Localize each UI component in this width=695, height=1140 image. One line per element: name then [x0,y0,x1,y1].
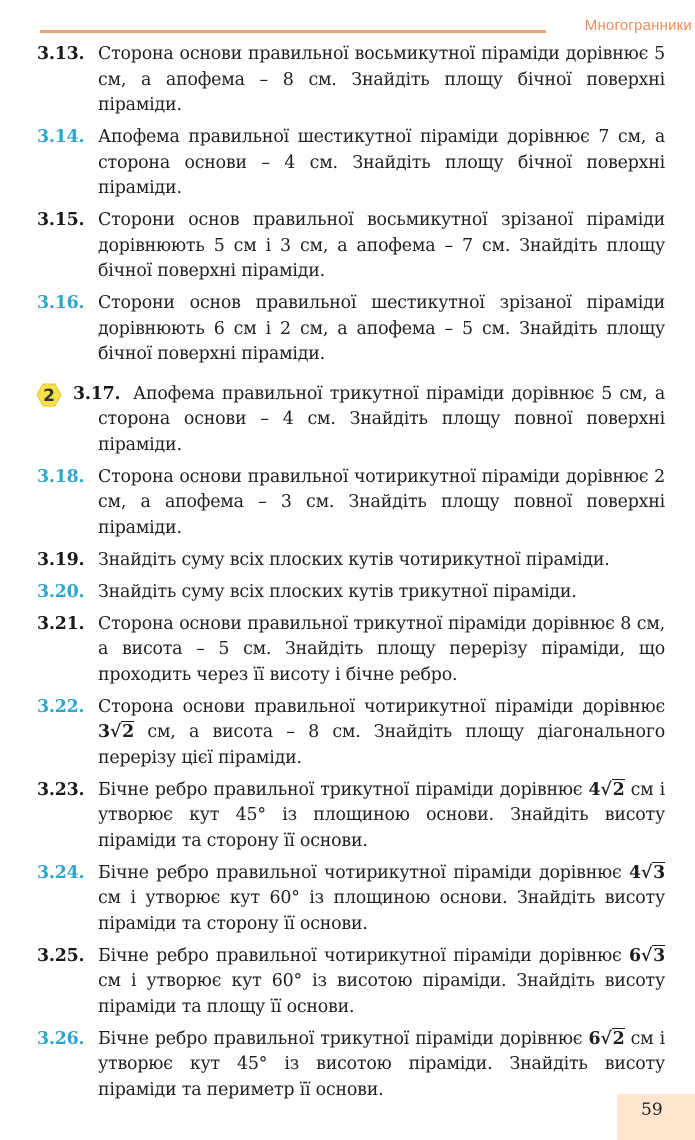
problem-text: Сторона основи правильної трикутної піраміди дорівнює 8 см, а висота – 5 см. Знайдіть площу перерізу піраміди, що проходить через її висоту і бічне ребро. [98,613,665,685]
problem-3-24 [0,861,695,938]
radicand: 2 [612,779,625,800]
problem-text: Сторони основ правильної шестикутної зрізаної піраміди дорівнюють 6 см і 2 см, а апофема – 5 см. Знайдіть площу бічної поверхні піраміди. [98,293,665,364]
problem-number: 3.17. [73,383,121,404]
coefficient: 3 [98,722,110,742]
problem-number: 3.13. [37,44,85,64]
page-number: 59 [641,1100,663,1120]
math-expression: 6√3 [628,945,665,966]
math-expression: 4√3 [628,862,665,883]
coefficient: 4 [628,862,641,883]
problem-number: 3.20. [37,581,85,602]
problem-number: 3.18. [37,466,85,487]
problem-3-26 [0,1027,695,1104]
difficulty-level-badge-icon [36,383,62,407]
problem-3-17 [0,382,695,459]
problem-number: 3.21. [37,613,85,634]
problem-number: 3.15. [37,210,85,230]
problem-3-15 [0,208,695,285]
radicand: 3 [653,862,665,883]
problem-3-14 [0,125,695,202]
problem-text-before: Сторона основи правильної чотирикутної піраміди дорівнює [98,696,665,717]
coefficient: 6 [588,1028,601,1049]
problem-3-22 [0,695,695,772]
problem-3-16 [0,291,695,368]
problem-text-after: см і утворює кут 60° із площиною основи. Знайдіть висоту піраміди та сторону її основи. [98,888,665,934]
problem-number: 3.19. [37,549,85,570]
problem-text-before: Бічне ребро правильної трикутної піраміди дорівнює [98,1028,589,1049]
problem-number: 3.16. [37,293,85,313]
problem-text-after: см, а висота – 8 см. Знайдіть площу діагонального перерізу цієї піраміди. [98,722,665,768]
problem-text-before: Бічне ребро правильної чотирикутної піраміди дорівнює [98,862,629,883]
problem-list [0,42,695,1110]
problem-text: Знайдіть суму всіх плоских кутів чотирикутної піраміди. [98,549,610,570]
math-expression: 6√2 [588,1028,625,1049]
badge-level-text: 2 [43,385,55,406]
problem-number: 3.25. [37,945,85,966]
problem-3-19 [0,548,695,574]
problem-text: Апофема правильної трикутної піраміди дорівнює 5 см, а сторона основи – 4 см. Знайдіть площу повної поверхні піраміди. [98,383,665,455]
running-header: Многогранники [584,17,692,34]
problem-number: 3.22. [37,696,85,717]
problem-3-21 [0,612,695,689]
radicand: 2 [612,1028,625,1049]
math-expression: 3√2 [98,722,135,742]
problem-text-after: см і утворює кут 45° із висотою піраміди. Знайдіть висоту піраміди та периметр її основи. [98,1028,665,1100]
problem-text: Апофема правильної шестикутної піраміди дорівнює 7 см, а сторона основи – 4 см. Знайдіть площу бічної поверхні піраміди. [98,127,665,198]
problem-3-20 [0,580,695,606]
problem-text: Знайдіть суму всіх плоских кутів трикутної піраміди. [98,581,577,602]
problem-3-13 [0,42,695,119]
radicand: 3 [653,945,665,966]
problem-text-after: см і утворює кут 60° із висотою піраміди. Знайдіть висоту піраміди та площу її основи. [98,971,665,1017]
problem-text-before: Бічне ребро правильної чотирикутної піраміди дорівнює [98,945,629,966]
problem-3-25 [0,944,695,1021]
problem-number: 3.14. [37,127,85,147]
problem-text: Сторона основи правильної восьмикутної піраміди дорівнює 5 см, а апофема – 8 см. Знайдіть площу бічної поверхні піраміди. [98,44,665,115]
problem-text-after: см і утворює кут 45° із площиною основи. Знайдіть висоту піраміди та сторону її основи. [98,779,665,851]
problem-number: 3.24. [37,862,85,883]
problem-3-23 [0,778,695,855]
problem-number: 3.23. [37,779,85,800]
problem-number: 3.26. [37,1028,85,1049]
coefficient: 6 [628,945,641,966]
coefficient: 4 [588,779,601,800]
radicand: 2 [122,722,135,742]
problem-text-before: Бічне ребро правильної трикутної піраміди дорівнює [98,779,589,800]
header-rule [40,30,546,33]
math-expression: 4√2 [588,779,625,800]
problem-3-18 [0,465,695,542]
problem-text: Сторони основ правильної восьмикутної зрізаної піраміди дорівнюють 5 см і 3 см, а апофема – 7 см. Знайдіть площу бічної поверхні піраміди. [98,210,665,281]
problem-text: Сторона основи правильної чотирикутної піраміди дорівнює 2 см, а апофема – 3 см. Знайдіть площу повної поверхні піраміди. [98,466,665,538]
